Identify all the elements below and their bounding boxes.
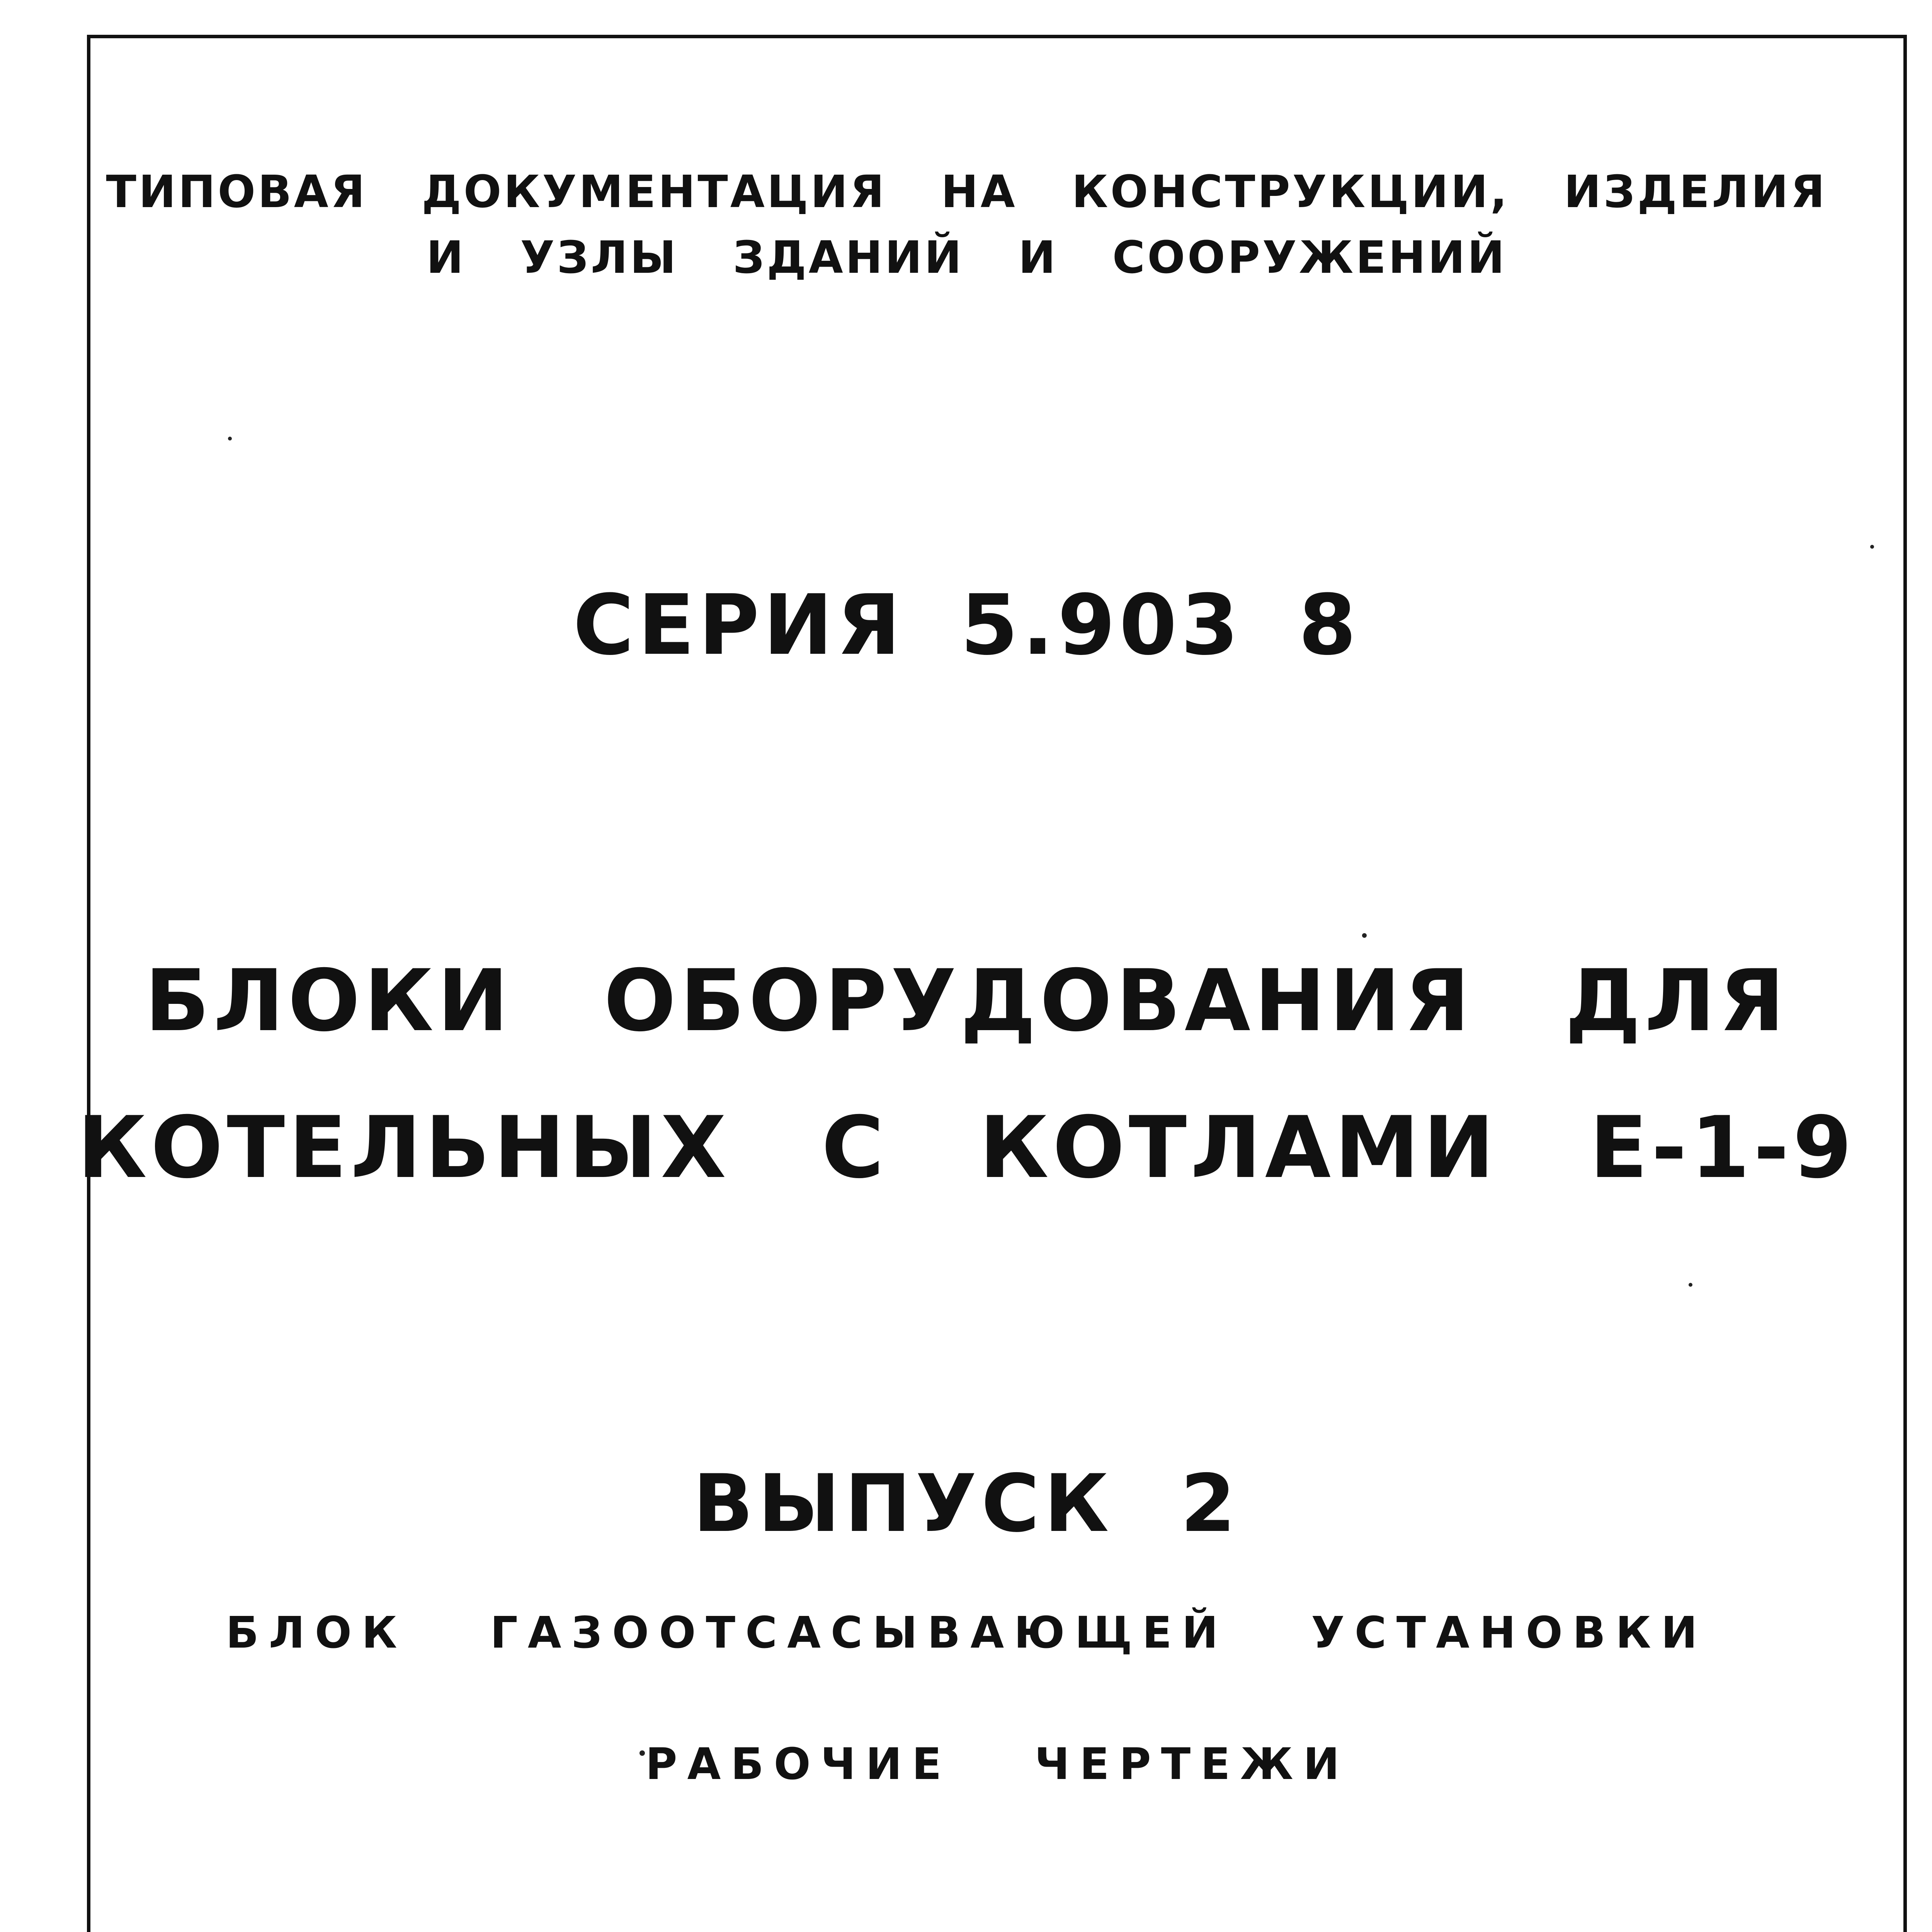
document-kind: РАБОЧИЕ ЧЕРТЕЖИ [645, 1739, 1350, 1789]
scan-speck [228, 437, 232, 440]
header-line-2: И УЗЛЫ ЗДАНИЙ И СООРУЖЕНИЙ [426, 232, 1507, 284]
header-line-1: ТИПОВАЯ ДОКУМЕНТАЦИЯ НА КОНСТРУКЦИИ, ИЗДЕЛИЯ [106, 166, 1827, 218]
main-title-line-1: БЛОКИ ОБОРУДОВАНИЯ ДЛЯ [145, 951, 1789, 1050]
scan-speck [1870, 545, 1874, 549]
scan-speck [1362, 933, 1367, 938]
series-title: СЕРИЯ 5.903 8 [573, 577, 1361, 673]
scan-speck [639, 1750, 645, 1756]
issue-label: ВЫПУСК 2 [693, 1458, 1240, 1550]
scan-speck [1689, 1283, 1692, 1287]
main-title-line-2: КОТЕЛЬНЫХ С КОТЛАМИ Е-1-9 [77, 1098, 1856, 1197]
issue-subtitle: БЛОК ГАЗООТСАСЫВАЮЩЕЙ УСТАНОВКИ [226, 1608, 1708, 1658]
